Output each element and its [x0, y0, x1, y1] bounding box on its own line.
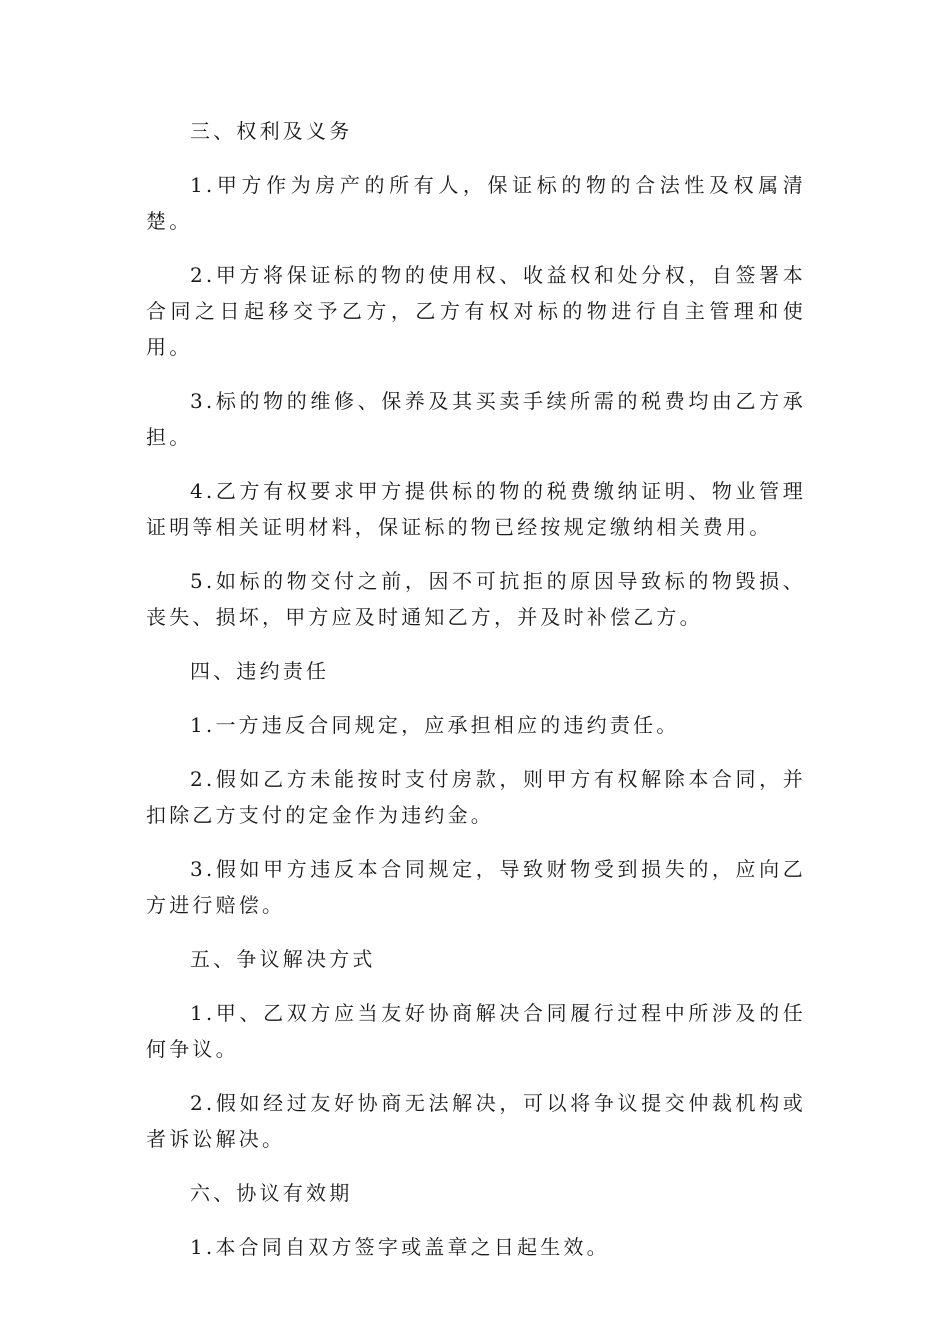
clause-3-2: 2.甲方将保证标的物的使用权、收益权和处分权，自签署本合同之日起移交予乙方，乙方有权对标的物进行自主管理和使用。	[146, 263, 806, 359]
clause-4-3: 3.假如甲方违反本合同规定，导致财物受到损失的，应向乙方进行赔偿。	[146, 857, 806, 917]
section-heading-rights: 三、权利及义务	[190, 119, 353, 143]
section-heading-breach: 四、违约责任	[190, 659, 330, 683]
document-body	[146, 113, 806, 1283]
clause-5-2: 2.假如经过友好协商无法解决，可以将争议提交仲裁机构或者诉讼解决。	[146, 1091, 806, 1151]
clause-3-1: 1.甲方作为房产的所有人，保证标的物的合法性及权属清楚。	[146, 173, 806, 233]
clause-5-1: 1.甲、乙双方应当友好协商解决合同履行过程中所涉及的任何争议。	[146, 1001, 806, 1061]
clause-3-5: 5.如标的物交付之前，因不可抗拒的原因导致标的物毁损、丧失、损坏，甲方应及时通知乙方，并及时补偿乙方。	[146, 569, 806, 629]
clause-3-4: 4.乙方有权要求甲方提供标的物的税费缴纳证明、物业管理证明等相关证明材料，保证标的物已经按规定缴纳相关费用。	[146, 479, 806, 539]
clause-3-3: 3.标的物的维修、保养及其买卖手续所需的税费均由乙方承担。	[146, 389, 806, 449]
section-heading-dispute: 五、争议解决方式	[190, 947, 376, 971]
section-heading-validity: 六、协议有效期	[190, 1181, 353, 1205]
clause-6-1: 1.本合同自双方签字或盖章之日起生效。	[190, 1235, 610, 1259]
clause-4-2: 2.假如乙方未能按时支付房款，则甲方有权解除本合同，并扣除乙方支付的定金作为违约金。	[146, 767, 806, 827]
clause-4-1: 1.一方违反合同规定，应承担相应的违约责任。	[190, 713, 680, 737]
